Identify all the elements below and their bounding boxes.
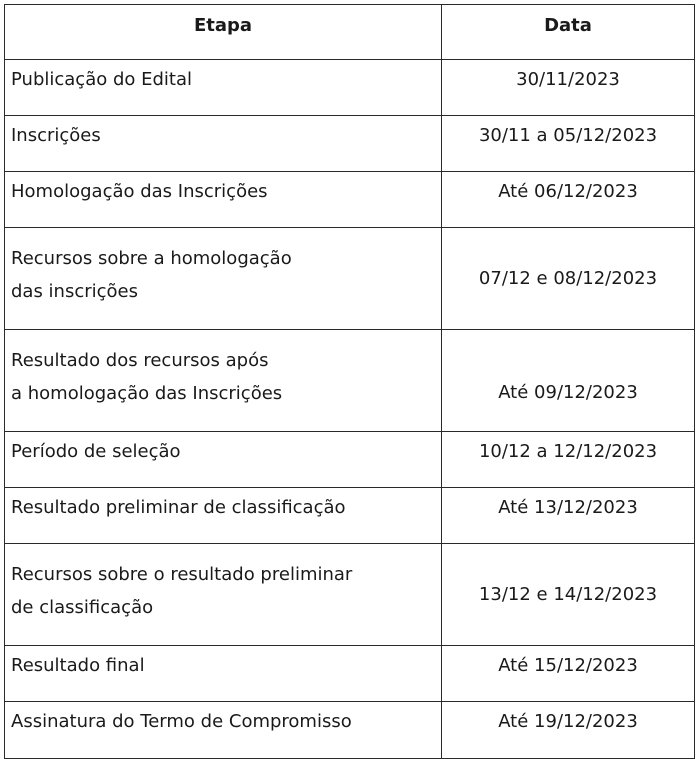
table-row [5, 330, 695, 432]
data-cell: Até 13/12/2023 [442, 488, 695, 544]
etapa-text: Homologação das Inscrições [11, 181, 268, 202]
etapa-cell [5, 646, 442, 702]
table-row [5, 646, 695, 702]
table-row [5, 116, 695, 172]
schedule-table [4, 4, 695, 759]
header-data: Data [442, 5, 695, 60]
data-cell: Até 09/12/2023 [442, 330, 695, 432]
etapa-text: Assinatura do Termo de Compromisso [11, 711, 352, 732]
etapa-cell [5, 172, 442, 228]
etapa-cell [5, 488, 442, 544]
table-row [5, 172, 695, 228]
etapa-text: Recursos sobre o resultado preliminar [11, 564, 353, 585]
etapa-text-continued: das inscrições [11, 281, 139, 302]
etapa-text-continued: a homologação das Inscrições [11, 383, 283, 404]
etapa-text: Publicação do Edital [11, 69, 193, 90]
table-row [5, 488, 695, 544]
header-etapa: Etapa [5, 5, 442, 60]
data-cell: 30/11/2023 [442, 60, 695, 116]
etapa-cell [5, 544, 442, 646]
header-row [5, 5, 695, 60]
table-row [5, 60, 695, 116]
etapa-cell [5, 60, 442, 116]
etapa-cell [5, 702, 442, 759]
table-row [5, 702, 695, 759]
etapa-text: Resultado preliminar de classificação [11, 497, 346, 518]
etapa-text: Recursos sobre a homologação [11, 248, 292, 269]
data-cell: 07/12 e 08/12/2023 [442, 228, 695, 330]
etapa-text: Resultado final [11, 655, 145, 676]
etapa-cell [5, 228, 442, 330]
table-row [5, 432, 695, 488]
data-cell: 13/12 e 14/12/2023 [442, 544, 695, 646]
etapa-cell [5, 116, 442, 172]
etapa-text: Período de seleção [11, 441, 181, 462]
etapa-cell [5, 330, 442, 432]
etapa-cell [5, 432, 442, 488]
data-cell: Até 15/12/2023 [442, 646, 695, 702]
table-row [5, 544, 695, 646]
etapa-text: Inscrições [11, 125, 101, 146]
etapa-text-continued: de classificação [11, 597, 154, 618]
table-row [5, 228, 695, 330]
data-cell: 10/12 a 12/12/2023 [442, 432, 695, 488]
data-cell: Até 06/12/2023 [442, 172, 695, 228]
data-cell: Até 19/12/2023 [442, 702, 695, 759]
data-cell: 30/11 a 05/12/2023 [442, 116, 695, 172]
etapa-text: Resultado dos recursos após [11, 350, 269, 371]
